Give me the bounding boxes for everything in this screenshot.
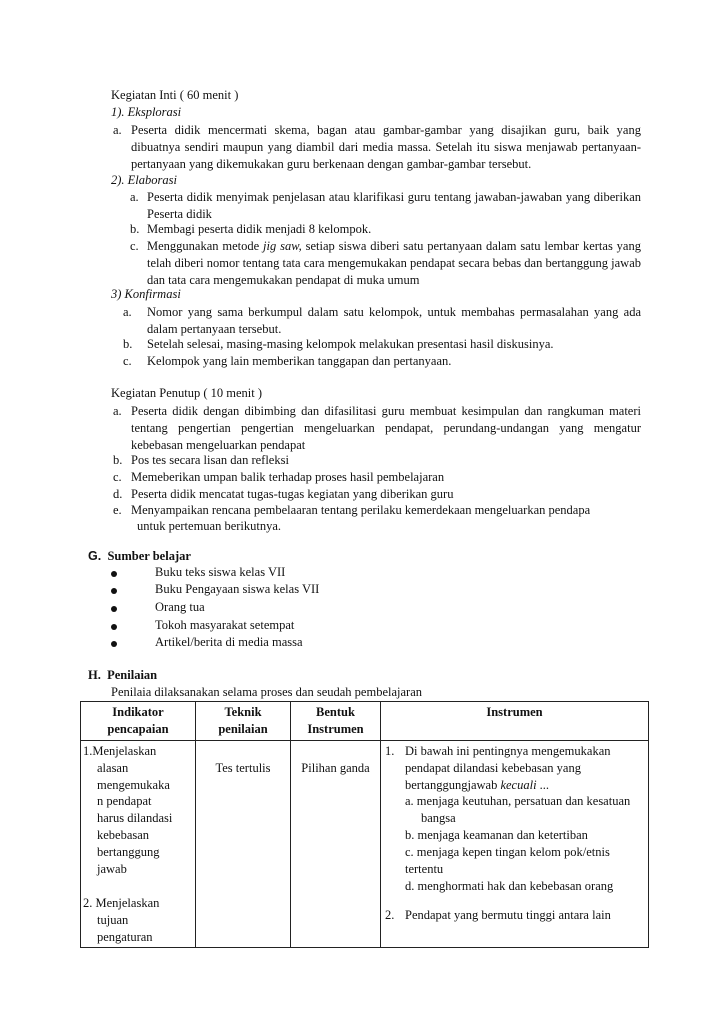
list-marker: a. (123, 305, 132, 319)
cell-bentuk (291, 740, 381, 948)
cell-instrumen (381, 740, 649, 948)
list-marker: c. (130, 239, 139, 253)
elaborasi-item-a: Peserta didik menyimak penjelasan atau klarifikasi guru tentang jawaban-jawaban yang diberikan Peserta didik (147, 190, 641, 221)
penilaian-table (80, 701, 649, 948)
konfirmasi-item-b: Setelah selesai, masing-masing kelompok melakukan presentasi hasil diskusinya. (147, 337, 554, 351)
question-1-stem: Di bawah ini pentingnya mengemukakan pendapat dilandasi kebebasan yang bertanggungjawab kecuali ... (405, 743, 611, 792)
elaborasi-heading: 2). Elaborasi (111, 173, 177, 187)
option-d: d. menghormati hak dan kebebasan orang (405, 878, 614, 893)
elaborasi-item-c: Menggunakan metode jig saw, setiap siswa diberi satu pertanyaan dalam satu lembar kertas yang telah diberi nomor tentang tata cara mengemukakan pendapat secara bebas dan bertanggung jawab dan tata cara mengemukakan pendapat di muka umum (147, 239, 641, 287)
penutup-item-a: Peserta didik dengan dibimbing dan difasilitasi guru membuat kesimpulan dan rangkuman materi tentang pengertian pengertian mengeluarkan pendapat, perundang-undangan yang mengatur kebebasan mengeluarkan pendapat (131, 404, 641, 452)
list-marker: b. (113, 453, 123, 467)
elaborasi-item-b: Membagi peserta didik menjadi 8 kelompok. (147, 222, 372, 236)
indikator-line: mengemukaka (97, 777, 170, 792)
penutup-item-c: Memeberikan umpan balik terhadap proses hasil pembelajaran (131, 470, 445, 484)
list-marker: b. (123, 337, 133, 351)
col-teknik: Teknik penilaian (196, 702, 291, 741)
sumber-belajar-heading: G. Sumber belajar (88, 549, 191, 563)
penilaian-intro: Penilaia dilaksanakan selama proses dan seudah pembelajaran (111, 685, 422, 699)
option-c: c. menjaga kepen tingan kelom pok/etnis tertentu (405, 845, 610, 876)
cell-indikator (81, 740, 196, 948)
penutup-item-e-line2: untuk pertemuan berikutnya. (137, 519, 282, 533)
konfirmasi-heading: 3) Konfirmasi (111, 287, 181, 301)
penilaian-heading: H. Penilaian (88, 668, 158, 682)
col-bentuk: Bentuk Instrumen (291, 702, 381, 741)
col-instrumen: Instrumen (381, 702, 649, 741)
penutup-item-e-line1: Menyampaikan rencana pembelaaran tentang perilaku kemerdekaan mengeluarkan pendapa (131, 503, 591, 517)
option-b: b. menjaga keamanan dan ketertiban (405, 828, 588, 843)
indikator-line: n pendapat (97, 794, 152, 809)
bullet-icon (111, 588, 117, 594)
list-marker: d. (113, 487, 123, 501)
konfirmasi-item-c: Kelompok yang lain memberikan tanggapan dan pertanyaan. (147, 354, 452, 368)
question-2-text: Pendapat yang bermutu tinggi antara lain (405, 907, 611, 922)
eksplorasi-heading: 1). Eksplorasi (111, 105, 182, 119)
question-number: 1. (385, 743, 395, 758)
indikator-line: 2. Menjelaskan (83, 895, 160, 910)
option-a-cont: bangsa (421, 811, 456, 826)
bullet-icon (111, 624, 117, 630)
list-marker: a. (113, 404, 122, 418)
konfirmasi-item-a: Nomor yang sama berkumpul dalam satu kelompok, untuk membahas permasalahan yang ada dalam pertanyaan tersebut. (147, 305, 641, 336)
bullet-icon (111, 641, 117, 647)
kegiatan-penutup-title: Kegiatan Penutup ( 10 menit ) (111, 386, 263, 400)
list-marker: a. (130, 190, 139, 204)
indikator-line: alasan (97, 760, 129, 775)
question-number: 2. (385, 907, 395, 922)
indikator-line: jawab (97, 861, 127, 876)
sumber-item: Orang tua (155, 600, 205, 614)
cell-teknik (196, 740, 291, 948)
col-indikator: Indikator pencapaian (81, 702, 196, 741)
indikator-line: bertanggung (97, 845, 160, 859)
sumber-item: Buku teks siswa kelas VII (155, 565, 286, 579)
sumber-item: Artikel/berita di media massa (155, 635, 303, 649)
penutup-item-b: Pos tes secara lisan dan refleksi (131, 453, 289, 467)
bullet-icon (111, 606, 117, 612)
sumber-item: Tokoh masyarakat setempat (155, 618, 295, 632)
penutup-item-d: Peserta didik mencatat tugas-tugas kegiatan yang diberikan guru (131, 487, 454, 501)
eksplorasi-item-a: Peserta didik mencermati skema, bagan atau gambar-gambar yang disajikan guru, baik yang dibuatnya sendiri maupun yang diambil dari media massa. Setelah itu siswa menjawab pertanyaan-pertanyaan yang dikemukakan guru berkenaan dengan gambar-gambar tersebut. (131, 123, 641, 171)
teknik-value: Tes tertulis (215, 760, 271, 775)
bentuk-value: Pilihan ganda (301, 760, 370, 775)
question-1 (385, 743, 644, 895)
indikator-line: harus dilandasi (97, 811, 173, 826)
list-marker: a. (113, 123, 122, 137)
question-2 (385, 907, 644, 924)
list-marker: c. (123, 354, 132, 368)
list-marker: e. (113, 503, 122, 517)
indikator-line: 1.Menjelaskan (83, 743, 157, 758)
list-marker: c. (113, 470, 122, 484)
bullet-icon (111, 571, 117, 577)
indikator-line: tujuan (97, 912, 129, 927)
sumber-item: Buku Pengayaan siswa kelas VII (155, 582, 320, 596)
indikator-line: pengaturan (97, 929, 153, 944)
list-marker: b. (130, 222, 140, 236)
option-a: a. menjaga keutuhan, persatuan dan kesatuan (405, 794, 631, 809)
kegiatan-inti-title: Kegiatan Inti ( 60 menit ) (111, 88, 239, 102)
indikator-line: kebebasan (97, 828, 150, 843)
